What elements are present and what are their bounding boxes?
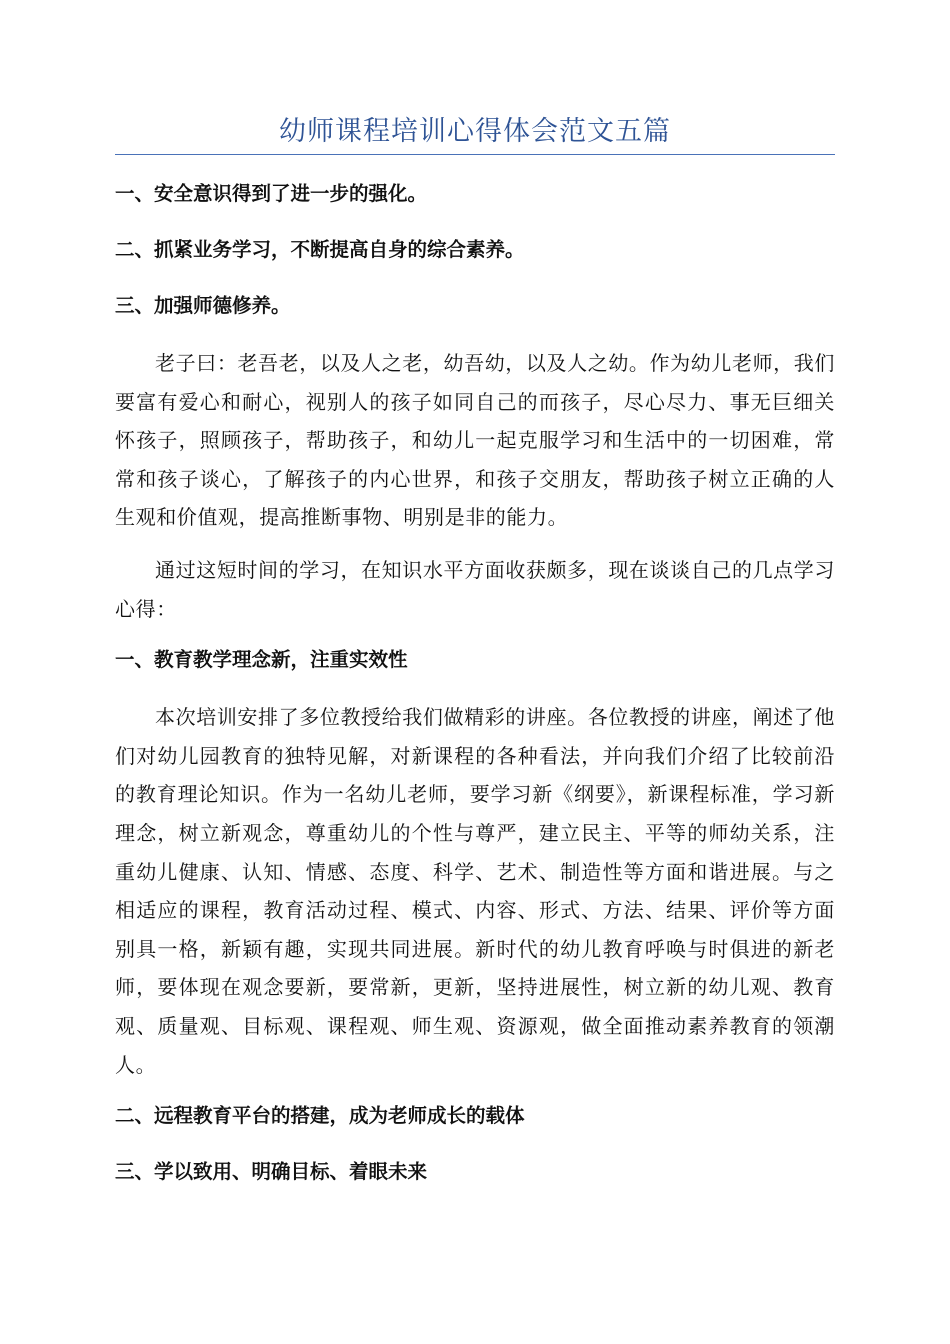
document-body — [115, 176, 835, 1210]
section-heading-remote-education: 二、远程教育平台的搭建，成为老师成长的载体 — [115, 1104, 525, 1128]
section-heading-apply-learning: 三、学以致用、明确目标、着眼未来 — [115, 1160, 428, 1184]
document-title: 幼师课程培训心得体会范文五篇 — [279, 116, 671, 147]
title-underline — [115, 154, 835, 155]
paragraph-intro: 通过这短时间的学习，在知识水平方面收获颇多，现在谈谈自己的几点学习心得： — [115, 557, 835, 621]
paragraph-laozi: 老子曰：老吾老，以及人之老，幼吾幼，以及人之幼。作为幼儿老师，我们要富有爱心和耐心，视别人的孩子如同自己的而孩子，尽心尽力、事无巨细关怀孩子，照顾孩子，帮助孩子，和幼儿一起克服学习和生活中的一切困难，常常和孩子谈心，了解孩子的内心世界，和孩子交朋友，帮助孩子树立正确的人生观和价值观，提高推断事物、明别是非的能力。 — [115, 351, 835, 530]
section-heading-ethics: 三、加强师德修养。 — [115, 294, 291, 317]
section-heading-safety: 一、安全意识得到了进一步的强化。 — [115, 182, 428, 205]
section-heading-teaching-concept: 一、教育教学理念新，注重实效性 — [115, 648, 408, 672]
paragraph-training: 本次培训安排了多位教授给我们做精彩的讲座。各位教授的讲座，阐述了他们对幼儿园教育的独特见解，对新课程的各种看法，并向我们介绍了比较前沿的教育理论知识。作为一名幼儿老师，要学习新《纲要》，新课程标准，学习新理念，树立新观念，尊重幼儿的个性与尊严，建立民主、平等的师幼关系，注重幼儿健康、认知、情感、态度、科学、艺术、制造性等方面和谐进展。与之相适应的课程，教育活动过程、模式、内容、形式、方法、结果、评价等方面别具一格，新颖有趣，实现共同进展。新时代的幼儿教育呼唤与时俱进的新老师，要体现在观念要新，要常新，更新，坚持进展性，树立新的幼儿观、教育观、质量观、目标观、课程观、师生观、资源观，做全面推动素养教育的领潮人。 — [115, 705, 835, 1077]
section-heading-study: 二、抓紧业务学习，不断提高自身的综合素养。 — [115, 238, 525, 261]
